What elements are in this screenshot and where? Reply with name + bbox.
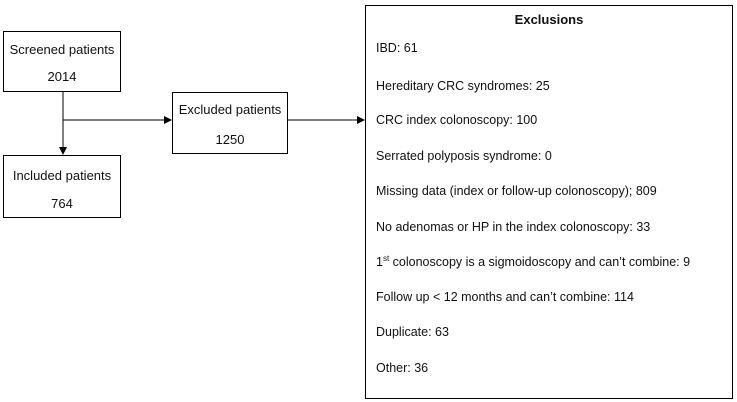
exclusion-item: Duplicate: 63: [376, 325, 449, 339]
exclusion-item: CRC index colonoscopy: 100: [376, 113, 538, 127]
included-patients-count: 764: [51, 196, 73, 211]
exclusion-item: Serrated polyposis syndrome: 0: [376, 149, 552, 163]
exclusion-item: Other: 36: [376, 361, 429, 375]
excluded-patients-label: Excluded patients: [178, 102, 282, 117]
excluded-patients-box: [172, 92, 288, 154]
exclusion-item: [376, 254, 690, 269]
exclusion-item-prefix: 1: [376, 255, 383, 270]
exclusion-item-rest: colonoscopy is a sigmoidoscopy and can’t combine: 9: [389, 255, 691, 270]
included-patients-label: Included patients: [12, 168, 112, 183]
exclusion-item: Follow up < 12 months and can’t combine: 114: [376, 290, 634, 304]
screened-patients-label: Screened patients: [9, 42, 115, 57]
exclusions-title: Exclusions: [514, 12, 584, 27]
exclusion-item: Hereditary CRC syndromes: 25: [376, 79, 550, 93]
exclusion-item: No adenomas or HP in the index colonoscopy: 33: [376, 220, 651, 234]
exclusion-item: IBD: 61: [376, 41, 418, 55]
excluded-patients-count: 1250: [215, 132, 245, 147]
screened-patients-count: 2014: [47, 69, 77, 84]
exclusion-item-sup: st: [382, 254, 390, 263]
exclusion-item: Missing data (index or follow-up colonoscopy); 809: [376, 184, 657, 198]
screened-patients-box: [3, 31, 121, 92]
exclusions-box: [365, 5, 733, 399]
included-patients-box: [3, 155, 121, 218]
